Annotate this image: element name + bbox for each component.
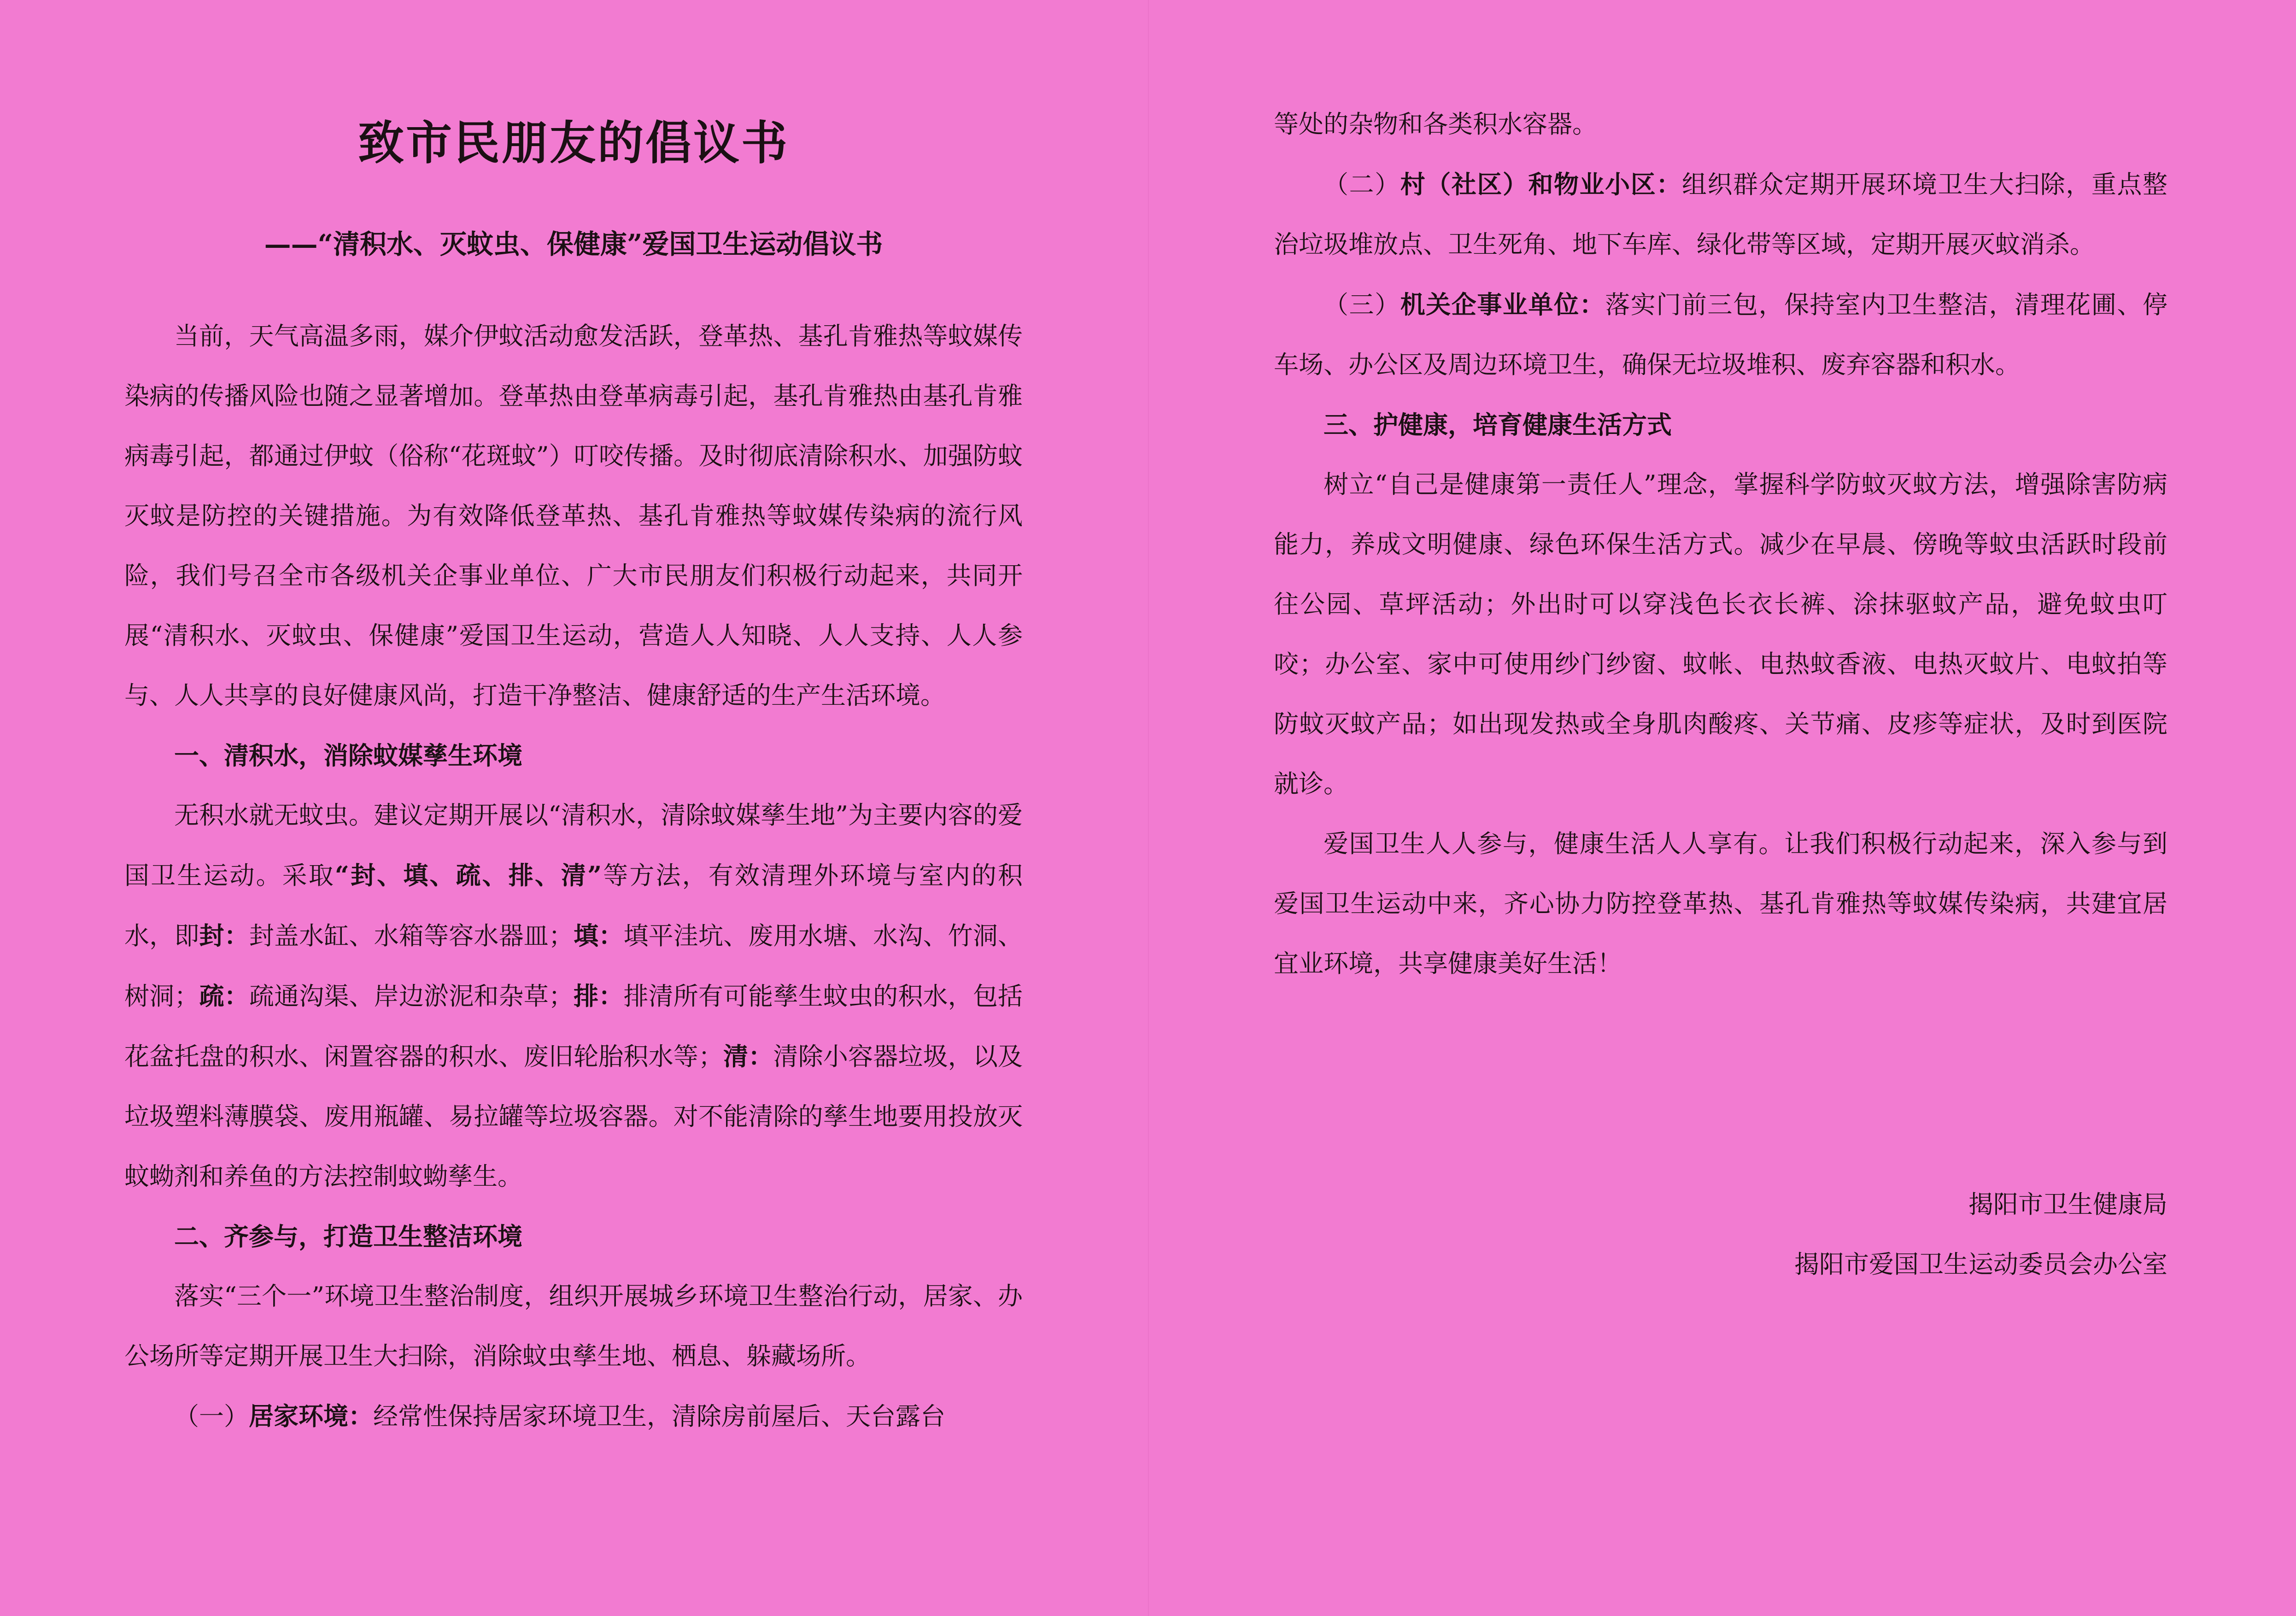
village-label: 村（社区）和物业小区：: [1400, 170, 1682, 199]
home-environment-paragraph: [124, 1386, 1023, 1446]
document-subtitle: ——“清积水、灭蚊虫、保健康”爱国卫生运动倡议书: [264, 228, 883, 260]
office-text: 落实门前三包，保持室内卫生整洁，清理花圃、停车场、办公区及周边环境卫生，确保无垃圾堆积、废弃容器和积水。: [1274, 290, 2167, 379]
office-label: 机关企事业单位：: [1400, 290, 1605, 319]
home-label: 居家环境：: [249, 1401, 373, 1431]
section1-paragraph: [124, 785, 1023, 1206]
method-feng-text: 封盖水缸、水箱等容水器皿；: [249, 921, 574, 950]
village-paragraph: [1274, 154, 2167, 275]
section3-paragraph: 树立“自己是健康第一责任人”理念，掌握科学防蚊灭蚊方法，增强除害防病能力，养成文明健康、绿色环保生活方式。减少在早晨、傍晚等蚊虫活跃时段前往公园、草坪活动；外出时可以穿浅色长衣长裤、涂抹驱蚊产品，避免蚊虫叮咬；办公室、家中可使用纱门纱窗、蚊帐、电热蚊香液、电热灭蚊片、电蚊拍等防蚊灭蚊产品；如出现发热或全身肌肉酸疼、关节痛、皮疹等症状，及时到医院就诊。: [1274, 470, 2167, 798]
left-body: [124, 306, 1023, 1446]
signature-health-bureau: 揭阳市卫生健康局: [1968, 1190, 2167, 1219]
method-shu-label: 疏：: [199, 981, 249, 1011]
section1-text-1: 无积水就无蚊虫。建议定期开展以“清积水，清除蚊媒孳生地”为主要内容的爱国卫生运动。采取: [124, 801, 1023, 890]
home-continuation: 等处的杂物和各类积水容器。: [1274, 110, 1597, 139]
home-prefix: （一）: [174, 1402, 249, 1431]
village-text: 组织群众定期开展环境卫生大扫除，重点整治垃圾堆放点、卫生死角、地下车库、绿化带等区域，定期开展灭蚊消杀。: [1274, 170, 2167, 259]
method-feng-label: 封：: [199, 921, 249, 950]
method-qing-label: 清：: [723, 1042, 773, 1071]
section1-text-2: 等方法，有效清理外环境与室内的积水，即: [124, 861, 1023, 950]
method-qing-text: 清除小容器垃圾，以及垃圾塑料薄膜袋、废用瓶罐、易拉罐等垃圾容器。对不能清除的孳生地要用投放灭蚊蚴剂和养鱼的方法控制蚊蚴孳生。: [124, 1042, 1023, 1191]
section1-heading: 一、清积水，消除蚊媒孳生环境: [174, 741, 522, 770]
method-tian-label: 填：: [573, 921, 624, 950]
method-shu-text: 疏通沟渠、岸边淤泥和杂草；: [249, 982, 574, 1011]
closing-paragraph: 爱国卫生人人参与，健康生活人人享有。让我们积极行动起来，深入参与到爱国卫生运动中来，齐心协力防控登革热、基孔肯雅热等蚊媒传染病，共建宜居宜业环境，共享健康美好生活！: [1274, 829, 2167, 978]
signature-patriotic-committee: 揭阳市爱国卫生运动委员会办公室: [1794, 1250, 2167, 1279]
method-pai-text: 排清所有可能孳生蚊虫的积水，包括花盆托盘的积水、闲置容器的积水、废旧轮胎积水等；: [124, 982, 1023, 1071]
home-text: 经常性保持居家环境卫生，清除房前屋后、天台露台: [373, 1402, 945, 1431]
office-prefix: （三）: [1324, 290, 1400, 319]
section2-paragraph: 落实“三个一”环境卫生整治制度，组织开展城乡环境卫生整治行动，居家、办公场所等定期开展卫生大扫除，消除蚊虫孳生地、栖息、躲藏场所。: [124, 1282, 1023, 1370]
page-fold-divider: [1148, 0, 1149, 1616]
document-title: 致市民朋友的倡议书: [358, 116, 789, 170]
village-prefix: （二）: [1324, 170, 1400, 199]
section3-heading: 三、护健康，培育健康生活方式: [1324, 410, 1672, 439]
method-pai-label: 排：: [573, 981, 624, 1011]
section1-methods: “封、填、疏、排、清”: [334, 861, 602, 890]
intro-paragraph: 当前，天气高温多雨，媒介伊蚊活动愈发活跃，登革热、基孔肯雅热等蚊媒传染病的传播风险也随之显著增加。登革热由登革病毒引起，基孔肯雅热由基孔肯雅病毒引起，都通过伊蚊（俗称“花斑蚊”）叮咬传播。及时彻底清除积水、加强防蚊灭蚊是防控的关键措施。为有效降低登革热、基孔肯雅热等蚊媒传染病的流行风险，我们号召全市各级机关企事业单位、广大市民朋友们积极行动起来，共同开展“清积水、灭蚊虫、保健康”爱国卫生运动，营造人人知晓、人人支持、人人参与、人人共享的良好健康风尚，打造干净整洁、健康舒适的生产生活环境。: [124, 322, 1023, 710]
office-paragraph: [1274, 275, 2167, 395]
method-tian-text: 填平洼坑、废用水塘、水沟、竹洞、树洞；: [124, 921, 1023, 1011]
section2-heading: 二、齐参与，打造卫生整洁环境: [174, 1222, 522, 1251]
right-body: [1274, 94, 2167, 994]
